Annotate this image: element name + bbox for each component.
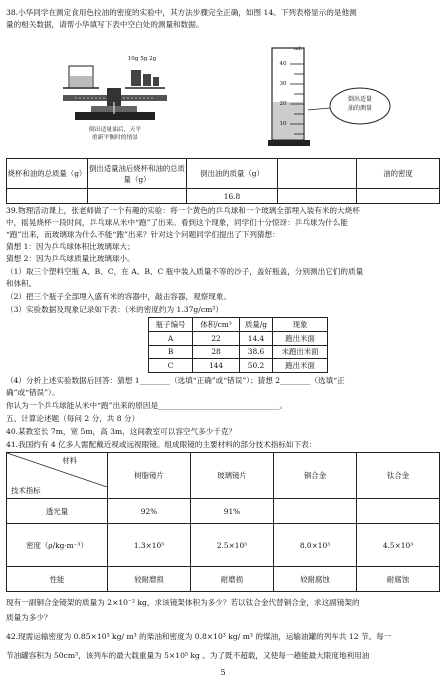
q38-cell-1 bbox=[7, 189, 88, 204]
callout-line-1: 倒出适量 bbox=[347, 96, 372, 103]
tick-20: 20 bbox=[279, 101, 287, 107]
col-header-titanium: 钛合金 bbox=[357, 453, 440, 499]
q39-line-9: （3）实验数据及现象记录如下表：（米的密度约为 1.37g/cm³） bbox=[6, 305, 223, 314]
row-c-id: C bbox=[149, 359, 193, 373]
diagonal-header bbox=[7, 453, 108, 499]
cell: 91% bbox=[191, 499, 274, 524]
diagonal-line-icon bbox=[7, 453, 107, 487]
tick-40: 40 bbox=[279, 61, 287, 67]
section-5-heading: 五、计算论述题（每问 2 分，共 8 分） bbox=[6, 414, 140, 423]
cell bbox=[357, 499, 440, 524]
q41-table bbox=[6, 452, 440, 592]
row-a-id: A bbox=[149, 331, 193, 345]
q38-cell-3: 16.8 bbox=[187, 189, 278, 204]
row-c-volume: 144 bbox=[193, 359, 240, 373]
cell: 耐磨损 bbox=[191, 567, 274, 592]
tick-10: 10 bbox=[279, 121, 287, 127]
q39-line-1: 39.物理活动课上，张老师做了一个有趣的实验：将一个黄色的乒乓球和一个玻璃全部埋入装有米的大烧杯 bbox=[6, 206, 360, 215]
cell: 1.3×10³ bbox=[108, 523, 191, 567]
col-header-glass: 玻璃镜片 bbox=[191, 453, 274, 499]
cell: 92% bbox=[108, 499, 191, 524]
row-b-result: 未跑出米面 bbox=[273, 345, 328, 359]
row-b-id: B bbox=[149, 345, 193, 359]
q38-header-3: 倒出油的质量（g） bbox=[187, 159, 278, 189]
row-label-density: 密度（ρ/kg·m⁻³） bbox=[7, 523, 108, 567]
cell: 4.5×10³ bbox=[357, 523, 440, 567]
q38-header-4 bbox=[278, 159, 357, 189]
cylinder-unit: mL bbox=[293, 46, 303, 52]
q42-line-2: 节油罐容积为 50cm³，该列车的最大载重量为 5×10⁵ kg 。为了既不超载，又使每一趟能最大限度地利用油 bbox=[6, 651, 370, 660]
balance-figure bbox=[55, 40, 175, 150]
diag-bottom-label: 技术指标 bbox=[11, 486, 41, 496]
q39-line-4: 猜想 1：因为乒乓球体积比玻璃球大； bbox=[6, 242, 135, 251]
q41-after-2: 质量为多少？ bbox=[6, 613, 52, 622]
q38-cell-5 bbox=[357, 189, 440, 204]
page-number: 5 bbox=[220, 668, 226, 677]
weights-label: 10g 5g 2g bbox=[127, 56, 157, 62]
balance-caption-1: 倒出适量油后，天平 bbox=[88, 127, 142, 133]
row-b-mass: 38.6 bbox=[239, 345, 272, 359]
q39-line-11: 确”或“错误”）。 bbox=[6, 388, 60, 397]
q38-header-1: 烧杯和油的总质量（g） bbox=[7, 159, 88, 189]
row-c-mass: 50.2 bbox=[239, 359, 272, 373]
q38-header-5: 油的密度 bbox=[357, 159, 440, 189]
q39-header-3: 质量/g bbox=[239, 318, 272, 332]
q38-cell-2 bbox=[88, 189, 187, 204]
row-b-volume: 28 bbox=[193, 345, 240, 359]
col-header-copper: 铜合金 bbox=[274, 453, 357, 499]
cell: 较耐腐蚀 bbox=[274, 567, 357, 592]
q38-table bbox=[6, 158, 440, 204]
table-row bbox=[149, 345, 328, 359]
row-c-result: 跑出米面 bbox=[273, 359, 328, 373]
table-row bbox=[149, 331, 328, 345]
tick-30: 30 bbox=[279, 81, 287, 87]
q39-line-6: （1）取三个塑料空瓶 A、B、C，在 A、B、C 瓶中装入质量不等的沙子，盖好瓶盖，分别测出它们的质量 bbox=[6, 267, 364, 276]
q39-header-4: 现象 bbox=[273, 318, 328, 332]
q39-header-2: 体积/cm³ bbox=[193, 318, 240, 332]
balance-caption-2: 重新平衡时的情景 bbox=[91, 135, 139, 141]
table-row bbox=[7, 523, 440, 567]
q38-header-2: 倒出适量油后烧杯和油的总质量（g） bbox=[88, 159, 187, 189]
q39-line-10: （4）分析上述实验数据后回答：猜想 1________（选填“正确”或“错误”）；猜想 2________（选填“正 bbox=[6, 376, 345, 385]
row-a-volume: 22 bbox=[193, 331, 240, 345]
cell: 8.0×10³ bbox=[274, 523, 357, 567]
table-row bbox=[7, 567, 440, 592]
q41-after-1: 现有一副铜合金镜架的质量为 2×10⁻² kg，求该镜架体积为多少？若以钛合金代替铜合金，求这副镜架的 bbox=[6, 598, 360, 607]
row-label-performance: 性能 bbox=[7, 567, 108, 592]
callout-line-2: 油的测量 bbox=[347, 105, 372, 112]
q42-line-1: 42.现需运输密度为 0.85×10³ kg/ m³ 的柴油和密度为 0.8×10³ kg/ m³ 的煤油，运输油罐的列车共 12 节。每一 bbox=[6, 632, 392, 641]
q39-header-1: 瓶子编号 bbox=[149, 318, 193, 332]
q40-text: 40.某教室长 7m，宽 5m，高 3m，这间教室可以容空气多少千克？ bbox=[6, 427, 237, 436]
q41-intro: 41.我国约有 4 亿多人需配戴近视或远视眼镜。组成眼镜的主要材料的部分技术指标如下表： bbox=[6, 440, 317, 449]
row-label-transmittance: 透光量 bbox=[7, 499, 108, 524]
q38-cell-4 bbox=[278, 189, 357, 204]
cell: 较耐磨损 bbox=[108, 567, 191, 592]
col-header-resin: 树脂镜片 bbox=[108, 453, 191, 499]
q39-line-2: 中，摇晃烧杯一段时间，乒乓球从米中“跑”了出来。看到这个现象，同学们十分惊讶：乒乓球为什么能 bbox=[6, 218, 348, 227]
table-row bbox=[149, 359, 328, 373]
q38-line-1: 38.小华同学在测定食用色拉油的密度的实验中，其方法步骤完全正确，如图 14。下列表格显示的是他测 bbox=[6, 8, 357, 17]
row-a-result: 跑出米面 bbox=[273, 331, 328, 345]
cell: 耐腐蚀 bbox=[357, 567, 440, 592]
q39-line-5: 猜想 2：因为乒乓球质量比玻璃球小。 bbox=[6, 254, 135, 263]
q39-line-7: 和体积。 bbox=[6, 279, 37, 288]
q39-line-12: 你认为一个乒乓球能从米中“跑”出来的原因是________________________________。 bbox=[6, 401, 288, 410]
cell bbox=[274, 499, 357, 524]
cylinder-figure bbox=[268, 44, 398, 152]
row-a-mass: 14.4 bbox=[239, 331, 272, 345]
diag-top-label: 材料 bbox=[62, 456, 77, 465]
q38-line-2: 量的相关数据，请帮小华填写下表中空白处的测量和数据。 bbox=[6, 20, 204, 29]
cell: 2.5×10³ bbox=[191, 523, 274, 567]
q39-table bbox=[148, 317, 328, 373]
table-row bbox=[7, 499, 440, 524]
q39-line-3: “跑”出来，而玻璃球为什么不能“跑”出来？针对这个问题同学们提出了下列猜想： bbox=[6, 230, 280, 239]
q39-line-8: （2）把三个瓶子全部埋入盛有米的容器中，敲击容器，观察现象。 bbox=[6, 292, 232, 301]
